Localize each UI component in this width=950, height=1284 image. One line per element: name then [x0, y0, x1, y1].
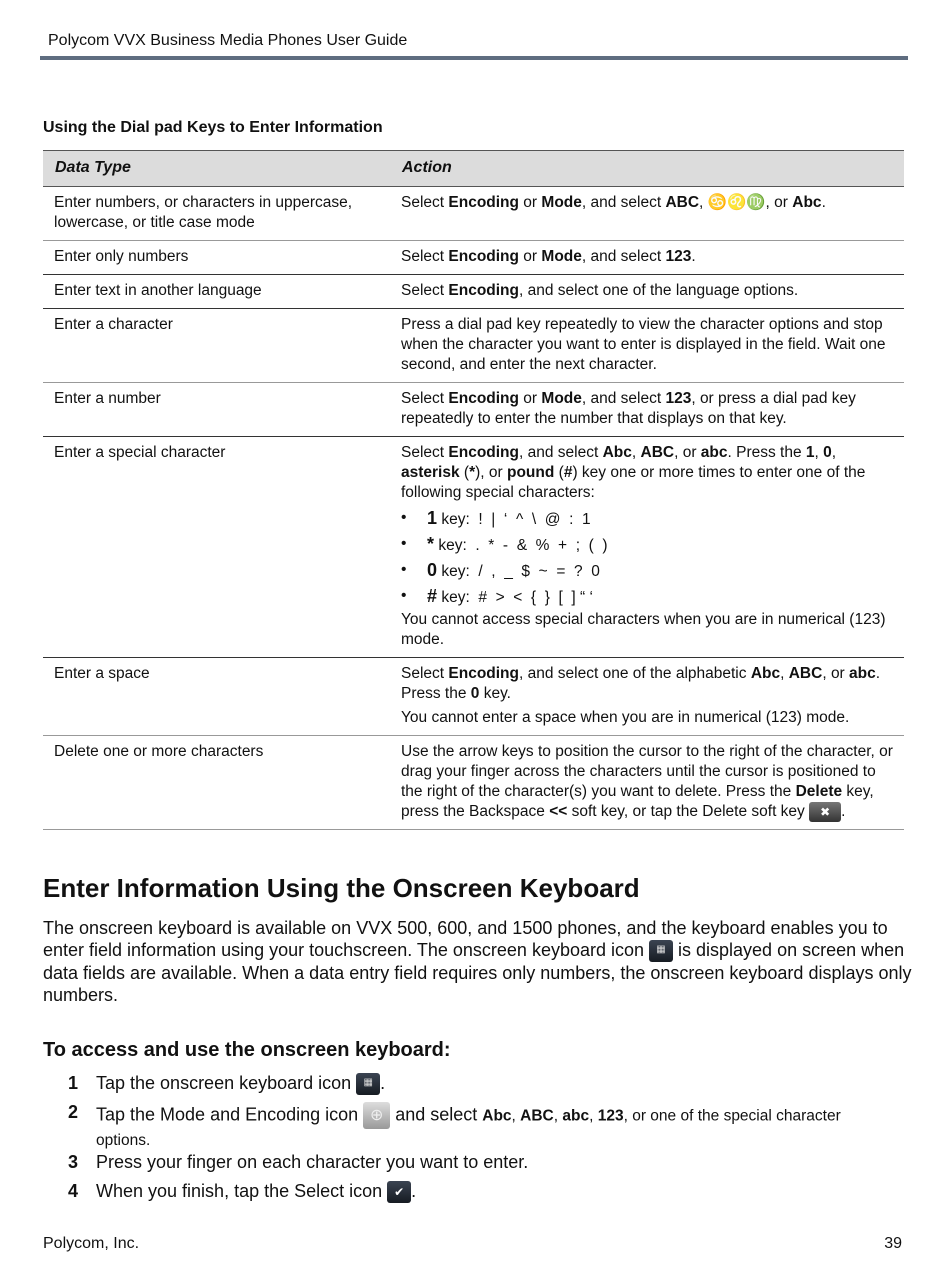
key-label: 1	[427, 508, 438, 528]
procedure-title: To access and use the onscreen keyboard:	[43, 1039, 451, 1061]
step-number: 2	[68, 1102, 79, 1122]
bold-text: 0	[470, 685, 480, 702]
bold-text: abc	[700, 444, 728, 461]
text-run: , or	[822, 665, 850, 682]
action-paragraph	[401, 389, 893, 429]
table-row	[43, 736, 904, 830]
table-row	[43, 187, 904, 241]
text-run: Press your finger on each character you want to enter.	[96, 1152, 529, 1172]
step-text	[96, 1073, 896, 1095]
bold-text: *	[469, 464, 476, 481]
text-run: and select	[390, 1104, 483, 1125]
keyboard-icon: ▦	[649, 940, 673, 962]
globe-icon: ⊕	[363, 1102, 390, 1129]
bold-text: ABC	[665, 194, 700, 211]
data-type-cell: Delete one or more characters	[43, 736, 390, 830]
text-run: , ♋♌♍, or	[699, 194, 793, 211]
bold-text: Encoding	[448, 248, 519, 265]
bold-text: Encoding	[448, 444, 519, 461]
action-cell	[390, 275, 904, 309]
text-run: is displayed on screen when data fields are available. When a data entry field requires only numbers, the onscreen keyboard displays only numbers.	[43, 940, 912, 1006]
text-run: .	[380, 1073, 386, 1093]
bold-text: Mode	[541, 194, 582, 211]
text-run: .	[411, 1181, 417, 1201]
text-run: . Press the	[401, 665, 881, 702]
text-run: ), or	[475, 464, 507, 481]
special-character-item	[401, 558, 893, 584]
table-row	[43, 275, 904, 309]
action-paragraph	[401, 281, 893, 301]
text-run: Select	[401, 194, 449, 211]
text-run: ,	[814, 444, 824, 461]
text-run: ,	[631, 444, 641, 461]
action-paragraph	[401, 708, 893, 728]
keyboard-icon: ▦	[356, 1073, 380, 1095]
text-run: Select	[401, 282, 449, 299]
page-number: 39	[884, 1235, 902, 1252]
data-type-cell: Enter text in another language	[43, 275, 390, 309]
text-run: , and select	[581, 248, 666, 265]
text-run: ,	[831, 444, 837, 461]
step-text	[96, 1102, 896, 1151]
bold-text: Abc	[750, 665, 781, 682]
bold-text: 1	[805, 444, 815, 461]
action-cell	[390, 383, 904, 437]
text-run: ,	[589, 1107, 598, 1125]
key-label: 0	[427, 560, 438, 580]
bold-text: Abc	[482, 1107, 512, 1125]
bold-text: 123	[665, 248, 692, 265]
bold-text: ABC	[788, 665, 823, 682]
action-cell	[390, 658, 904, 736]
action-cell	[390, 309, 904, 383]
bold-text: Encoding	[448, 282, 519, 299]
bold-text: Encoding	[448, 665, 519, 682]
intro-paragraph	[43, 917, 913, 1006]
text-run: .	[691, 248, 696, 265]
data-type-cell: Enter numbers, or characters in uppercase, lowercase, or title case mode	[43, 187, 390, 241]
text-run: (	[554, 464, 564, 481]
dial-pad-table	[43, 150, 904, 830]
text-run: soft key, or tap the Delete soft key	[567, 803, 810, 821]
data-type-cell: Enter a space	[43, 658, 390, 736]
text-run: or	[519, 194, 542, 211]
bold-text: Encoding	[448, 390, 519, 407]
bold-text: ABC	[520, 1107, 554, 1125]
bold-text: ABC	[640, 444, 675, 461]
action-cell	[390, 736, 904, 830]
column-header-action: Action	[390, 151, 904, 187]
bold-text: abc	[562, 1107, 590, 1125]
table-row	[43, 309, 904, 383]
text-run: . Press the	[727, 444, 806, 461]
bold-text: 123	[597, 1107, 624, 1125]
text-run: ) key one or more times to enter one of the following special characters:	[401, 464, 866, 501]
text-run: Select	[401, 444, 449, 461]
header-rule	[40, 56, 908, 60]
bold-text: 0	[823, 444, 832, 461]
step-text	[96, 1152, 896, 1173]
text-run: When you finish, tap the Select icon	[96, 1181, 388, 1201]
key-label: #	[427, 586, 438, 606]
text-run: or	[519, 248, 542, 265]
special-character-list	[401, 506, 893, 610]
text-run: , and select one of the language options.	[519, 282, 799, 299]
bold-text: #	[563, 464, 573, 481]
bold-text: Abc	[602, 444, 632, 461]
delete-key-icon: ✖	[809, 802, 841, 822]
text-run: .	[841, 803, 846, 821]
special-character-item	[401, 532, 893, 558]
text-run: , or press a dial pad key repeatedly to enter the number that displays on that key.	[401, 390, 856, 427]
step-number: 1	[68, 1073, 79, 1093]
data-type-cell: Enter only numbers	[43, 241, 390, 275]
table-row	[43, 383, 904, 437]
data-type-cell: Enter a number	[43, 383, 390, 437]
text-run: , or	[674, 444, 701, 461]
text-run: , and select	[519, 444, 603, 461]
text-run: The onscreen keyboard is available on VVX 500, 600, and 1500 phones, and the keyboard enables you to enter field information using your touchscreen. The onscreen keyboard icon	[43, 918, 888, 960]
text-run: key, press the Backspace	[401, 783, 874, 821]
text-run: Press a dial pad key repeatedly to view the character options and stop when the character you want to enter is displayed in the field. Wait one second, and enter the next character.	[401, 316, 886, 373]
text-run: Select	[401, 390, 449, 407]
text-run: ,	[553, 1107, 563, 1125]
section-title: Enter Information Using the Onscreen Keyboard	[43, 873, 640, 903]
footer-company: Polycom, Inc.	[43, 1235, 140, 1252]
text-run: key.	[479, 685, 511, 702]
table-row	[43, 241, 904, 275]
action-cell	[390, 437, 904, 658]
table-row	[43, 437, 904, 658]
select-check-icon: ✔	[387, 1181, 411, 1203]
text-run: .	[821, 194, 826, 211]
table-row	[43, 658, 904, 736]
text-run: , and select one of the alphabetic	[519, 665, 751, 682]
bold-text: abc	[849, 665, 876, 682]
bold-text: asterisk	[401, 464, 460, 481]
step-number: 4	[68, 1181, 79, 1201]
special-character-item	[401, 584, 893, 610]
column-header-data-type: Data Type	[43, 151, 390, 187]
step-number: 3	[68, 1152, 79, 1172]
text-run: , and select	[581, 390, 666, 407]
key-characters: key: ! | ‘ ^ \ @ : 1	[437, 511, 591, 528]
table-caption: Using the Dial pad Keys to Enter Information	[43, 119, 383, 136]
bold-text: 123	[665, 390, 692, 407]
text-run: Tap the Mode and Encoding icon	[96, 1104, 364, 1125]
bold-text: pound	[507, 464, 555, 481]
bold-text: Mode	[541, 390, 582, 407]
bold-text: Abc	[792, 194, 822, 211]
text-run: You cannot enter a space when you are in numerical (123) mode.	[401, 709, 850, 726]
action-cell	[390, 187, 904, 241]
action-paragraph	[401, 193, 893, 213]
data-type-cell: Enter a character	[43, 309, 390, 383]
text-run: Use the arrow keys to position the cursor to the right of the character, or drag your finger across the characters until the cursor is positioned to the right of the character(s) you want to delete. Press the	[401, 743, 893, 800]
text-run: Select	[401, 665, 449, 682]
text-run: Select	[401, 248, 449, 265]
text-run: , or one of the special character options.	[96, 1107, 841, 1149]
text-run: (	[459, 464, 470, 481]
action-paragraph	[401, 443, 893, 503]
text-run: Tap the onscreen keyboard icon	[96, 1073, 357, 1093]
action-paragraph	[401, 742, 893, 822]
bold-text: Delete	[795, 783, 843, 800]
data-type-cell: Enter a special character	[43, 437, 390, 658]
key-label: *	[427, 534, 435, 554]
action-note: You cannot access special characters when you are in numerical (123) mode.	[401, 611, 886, 648]
action-paragraph	[401, 664, 893, 704]
special-character-item	[401, 506, 893, 532]
action-paragraph	[401, 315, 893, 375]
text-run: ,	[511, 1107, 521, 1125]
action-paragraph	[401, 247, 893, 267]
running-header: Polycom VVX Business Media Phones User Guide	[48, 32, 408, 49]
bold-text: Mode	[541, 248, 582, 265]
text-run: , and select	[581, 194, 666, 211]
bold-text: Encoding	[448, 194, 519, 211]
action-cell	[390, 241, 904, 275]
key-characters: key: . * - & % + ; ( )	[434, 537, 608, 554]
step-text	[96, 1181, 896, 1203]
bold-text: <<	[549, 803, 568, 821]
key-characters: key: / , _ $ ~ = ? 0	[437, 563, 600, 580]
text-run: or	[519, 390, 542, 407]
text-run: ,	[780, 665, 789, 682]
key-characters: key: # > < { } [ ] “ ‘	[437, 589, 593, 606]
